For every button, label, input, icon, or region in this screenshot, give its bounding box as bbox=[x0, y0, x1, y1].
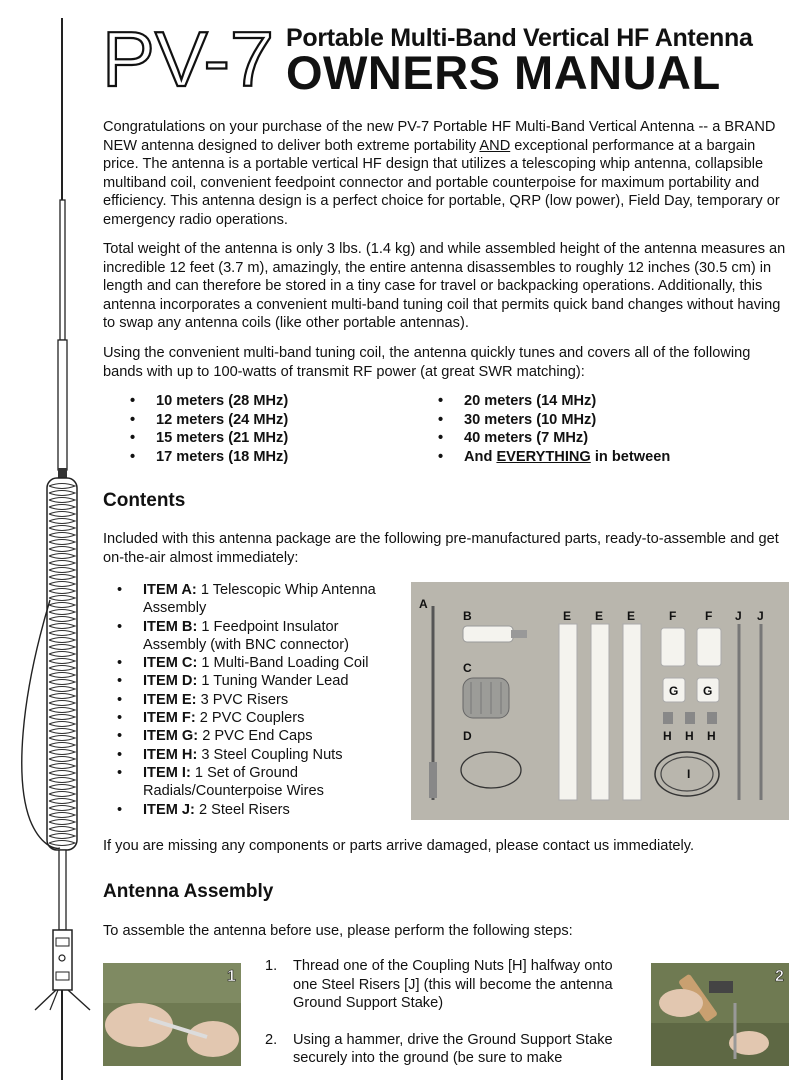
parts-list-item bbox=[117, 727, 402, 745]
photo-label-e: E bbox=[563, 609, 572, 623]
item-label: ITEM B: bbox=[143, 618, 198, 635]
item-text: 3 PVC Risers bbox=[196, 691, 289, 708]
band-list-right bbox=[438, 392, 670, 466]
intro-p1-end: exceptional performance at a bargain price. The antenna is a portable vertical HF design that utilizes a telescoping whip antenna, collapsible multiband coil, convenient feedpoint connector and portable counterpoise for maximum portability and efficiency. This antenna design is a perfect choice for portable, QRP (low power), Field Day, temporary or emergency radio operations. bbox=[103, 137, 780, 228]
parts-list-item bbox=[117, 618, 402, 655]
band-item-everything bbox=[438, 448, 670, 467]
intro-p1-underline: AND bbox=[479, 137, 511, 154]
intro-paragraph-1 bbox=[103, 118, 793, 229]
assembly-intro: To assemble the antenna before use, please perform the following steps: bbox=[103, 923, 573, 939]
photo-label-j: J bbox=[735, 609, 742, 623]
photo-label-g: G bbox=[669, 684, 679, 698]
photo-label-g: G bbox=[703, 684, 713, 698]
item-text: 1 Tuning Wander Lead bbox=[197, 673, 349, 690]
item-label: ITEM J: bbox=[143, 801, 195, 818]
pv7-logo bbox=[100, 20, 278, 92]
step-text: Thread one of the Coupling Nuts [H] halfway onto one Steel Risers [J] (this will become the antenna Ground Support Stake) bbox=[293, 958, 613, 1011]
parts-list-item bbox=[117, 691, 402, 709]
band-last-underline: EVERYTHING bbox=[496, 448, 591, 465]
item-label: ITEM D: bbox=[143, 673, 198, 690]
step-number: 2. bbox=[265, 1031, 278, 1048]
band-item: • 12 meters (24 MHz) bbox=[130, 411, 288, 430]
step-2-photo bbox=[651, 963, 789, 1066]
step-1-photo-label: 1 bbox=[227, 968, 236, 985]
band-item: • 40 meters (7 MHz) bbox=[438, 429, 670, 448]
parts-list-item bbox=[117, 764, 402, 801]
contents-heading: Contents bbox=[103, 490, 186, 511]
step-1-photo bbox=[103, 963, 241, 1066]
intro-paragraph-3: Using the convenient multi-band tuning coil, the antenna quickly tunes and covers all of the following bands with up to 100-watts of transmit RF power (at great SWR matching): bbox=[103, 345, 751, 380]
item-label: ITEM H: bbox=[143, 746, 198, 763]
band-item: • 15 meters (21 MHz) bbox=[130, 429, 288, 448]
photo-label-d: D bbox=[463, 729, 472, 743]
band-last-prefix: And bbox=[464, 448, 497, 465]
antenna-illustration-icon bbox=[0, 0, 100, 1091]
assembly-heading: Antenna Assembly bbox=[103, 881, 274, 902]
photo-label-f: F bbox=[669, 609, 677, 623]
step-number: 1. bbox=[265, 958, 278, 974]
item-text: 1 Feedpoint Insulator Assembly (with BNC connector) bbox=[143, 618, 349, 653]
step-text: Using a hammer, drive the Ground Support Stake securely into the ground (be sure to make bbox=[293, 1031, 613, 1066]
assembly-steps bbox=[265, 957, 625, 1086]
step-2-photo-label: 2 bbox=[775, 968, 784, 985]
photo-label-j: J bbox=[757, 609, 764, 623]
item-text: 2 PVC End Caps bbox=[198, 728, 313, 745]
parts-list-item bbox=[117, 581, 402, 618]
item-label: ITEM I: bbox=[143, 764, 191, 781]
photo-label-f: F bbox=[705, 609, 713, 623]
assembly-step bbox=[265, 1031, 625, 1068]
photo-label-c: C bbox=[463, 661, 472, 675]
item-text: 1 Telescopic Whip Antenna Assembly bbox=[143, 582, 376, 617]
logo-text: PV-7 bbox=[102, 20, 274, 92]
band-item: • 10 meters (28 MHz) bbox=[130, 392, 288, 411]
intro-p1-start: Congratulations on your purchase of the new PV-7 Portable HF Multi-Band Vertical Antenna -- a BRAND NEW antenna designed to deliver both extreme portability bbox=[103, 119, 776, 154]
item-label: ITEM E: bbox=[143, 691, 197, 708]
photo-label-e: E bbox=[627, 609, 636, 623]
parts-list-item bbox=[117, 746, 402, 764]
photo-label-b: B bbox=[463, 609, 472, 623]
item-text: 2 PVC Couplers bbox=[195, 710, 305, 727]
item-text: 2 Steel Risers bbox=[194, 801, 290, 818]
photo-label-a: A bbox=[419, 597, 428, 611]
photo-label-h: H bbox=[663, 729, 672, 743]
contents-intro: Included with this antenna package are the following pre-manufactured parts, ready-to-assemble and get on-the-air almost immediately: bbox=[103, 531, 779, 566]
item-label: ITEM F: bbox=[143, 710, 196, 727]
band-last-suffix: in between bbox=[590, 448, 671, 465]
item-label: ITEM G: bbox=[143, 728, 199, 745]
item-text: 3 Steel Coupling Nuts bbox=[197, 746, 343, 763]
band-item: • 17 meters (18 MHz) bbox=[130, 448, 288, 467]
page-title: OWNERS MANUAL bbox=[286, 46, 721, 99]
item-label: ITEM C: bbox=[143, 655, 198, 672]
parts-photo bbox=[411, 582, 789, 820]
item-text: 1 Multi-Band Loading Coil bbox=[197, 655, 369, 672]
photo-label-i: I bbox=[687, 767, 691, 781]
parts-list bbox=[117, 581, 402, 819]
band-list-left bbox=[130, 392, 288, 466]
band-item: • 30 meters (10 MHz) bbox=[438, 411, 670, 430]
photo-label-h: H bbox=[707, 729, 716, 743]
intro-paragraph-2: Total weight of the antenna is only 3 lbs. (1.4 kg) and while assembled height of the antenna measures an incredible 12 feet (3.7 m), amazingly, the entire antenna disassembles to roughly 12 inches (30.5 cm) in length and can therefore be stored in a tiny case for travel or backpacking operations. Additionally, this antenna incorporates a convenient multi-band tuning coil that permits quick band changes without having to swap any antenna coils (like other portable antennas). bbox=[103, 241, 786, 331]
photo-label-h: H bbox=[685, 729, 694, 743]
item-label: ITEM A: bbox=[143, 582, 197, 598]
item-text: 1 Set of Ground Radials/Counterpoise Wires bbox=[143, 764, 324, 800]
parts-list-item bbox=[117, 654, 402, 672]
photo-label-e: E bbox=[595, 609, 604, 623]
parts-list-item bbox=[117, 709, 402, 727]
assembly-step bbox=[265, 957, 625, 1013]
parts-list-item bbox=[117, 801, 402, 819]
missing-parts-note: If you are missing any components or parts arrive damaged, please contact us immediately. bbox=[103, 838, 695, 854]
parts-list-item bbox=[117, 672, 402, 690]
page-subtitle: Portable Multi-Band Vertical HF Antenna bbox=[286, 24, 753, 52]
band-item: • 20 meters (14 MHz) bbox=[438, 392, 670, 411]
